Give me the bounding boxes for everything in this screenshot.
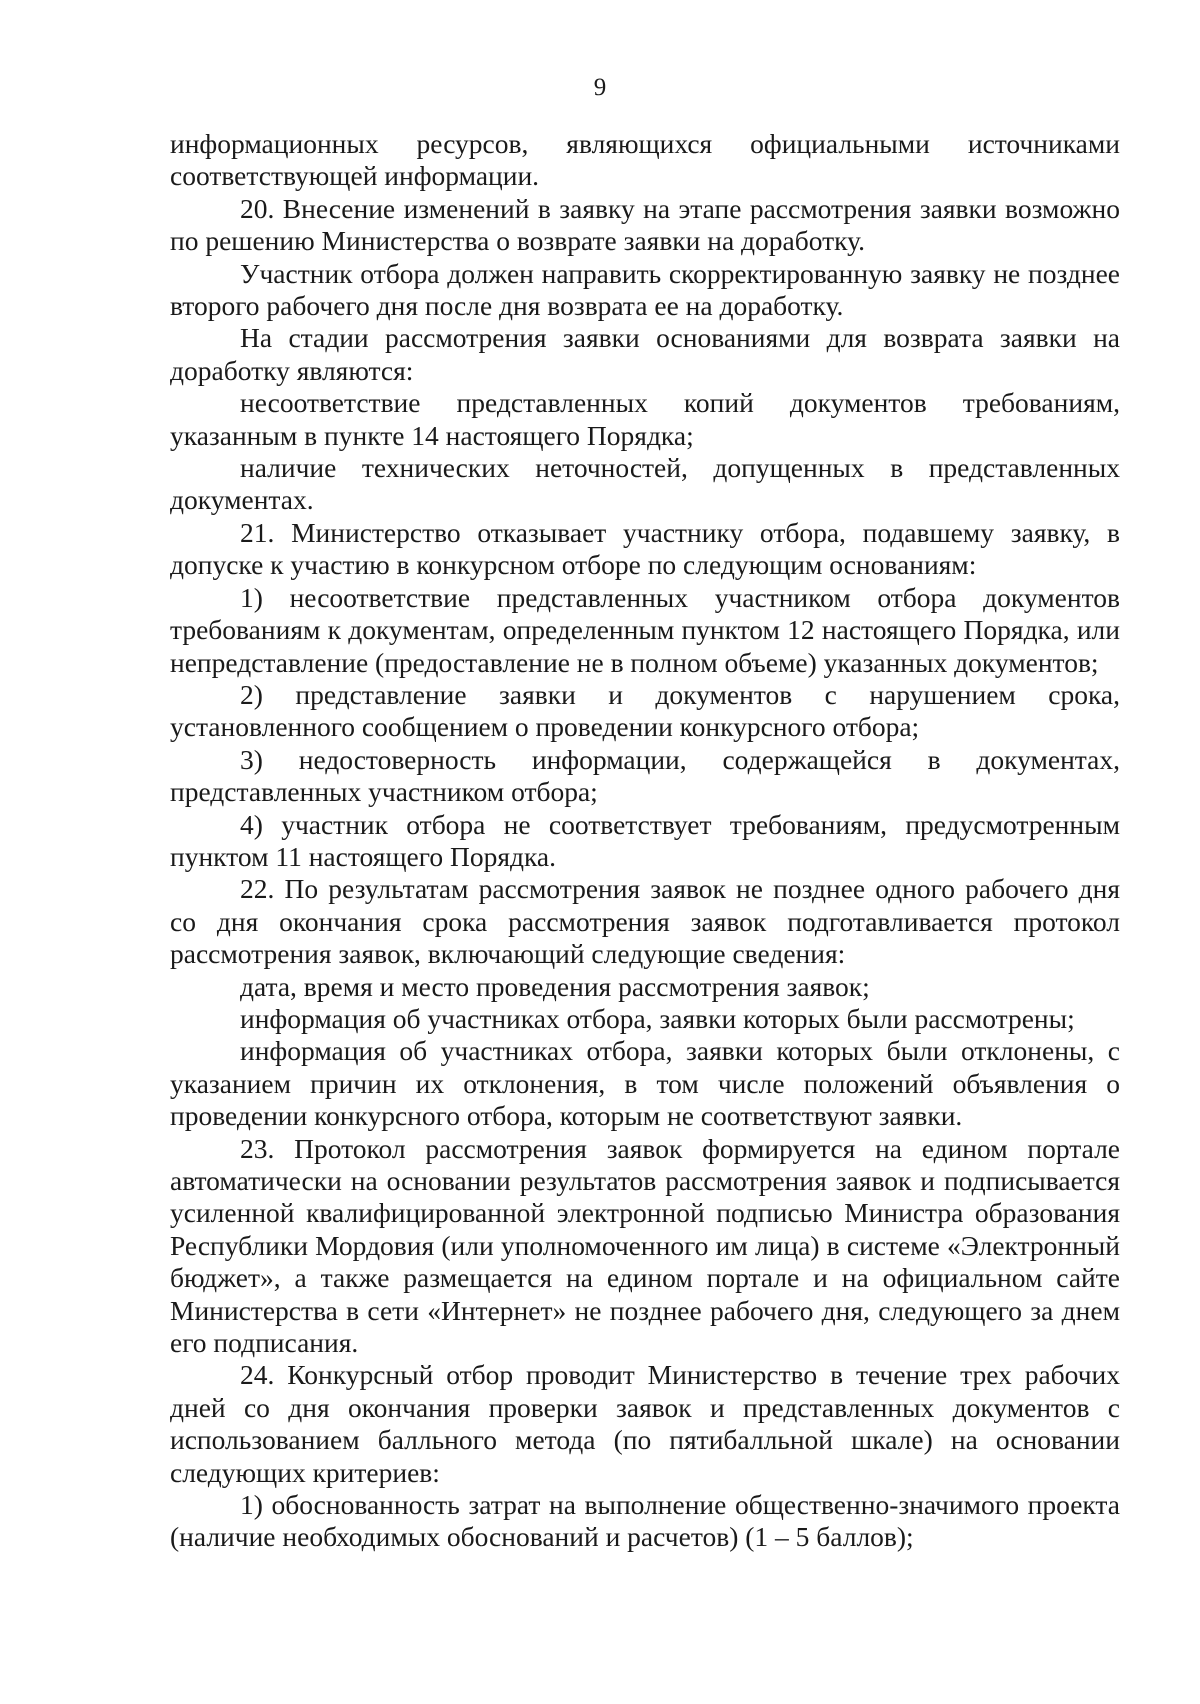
- paragraph-item-21: 21. Министерство отказывает участнику отбора, подавшему заявку, в допуске к участию в конкурсном отборе по следующим основаниям:: [170, 516, 1120, 581]
- paragraph-item-24: 24. Конкурсный отбор проводит Министерство в течение трех рабочих дней со дня окончания проверки заявок и представленных документов с использованием балльного метода (по пятибалльной шкале) на основании следующих критериев:: [170, 1359, 1120, 1488]
- document-body: [170, 128, 1120, 1554]
- paragraph-item-20: 20. Внесение изменений в заявку на этапе рассмотрения заявки возможно по решению Министерства о возврате заявки на доработку.: [170, 192, 1120, 257]
- paragraph-item-23: 23. Протокол рассмотрения заявок формируется на едином портале автоматически на основании результатов рассмотрения заявок и подписывается усиленной квалифицированной электронной подписью Министра образования Республики Мордовия (или уполномоченного им лица) в системе «Электронный бюджет», а также размещается на едином портале и на официальном сайте Министерства в сети «Интернет» не позднее рабочего дня, следующего за днем его подписания.: [170, 1132, 1120, 1359]
- paragraph: дата, время и место проведения рассмотрения заявок;: [240, 970, 870, 1002]
- paragraph: информация об участниках отбора, заявки которых были отклонены, с указанием причин их отклонения, в том числе положений объявления о проведении конкурсного отбора, которым не соответствуют заявки.: [170, 1035, 1120, 1132]
- list-item-1: 1) обоснованность затрат на выполнение общественно-значимого проекта (наличие необходимых обоснований и расчетов) (1 – 5 баллов);: [170, 1489, 1120, 1553]
- paragraph-item-22: 22. По результатам рассмотрения заявок не позднее одного рабочего дня со дня окончания срока рассмотрения заявок подготавливается протокол рассмотрения заявок, включающий следующие сведения:: [170, 873, 1120, 970]
- paragraph: наличие технических неточностей, допущенных в представленных документах.: [170, 452, 1120, 516]
- paragraph: Участник отбора должен направить скорректированную заявку не позднее второго рабочего дня после дня возврата ее на доработку.: [170, 257, 1120, 322]
- paragraph: На стадии рассмотрения заявки основаниями для возврата заявки на доработку являются:: [170, 322, 1120, 386]
- list-item-4: 4) участник отбора не соответствует требованиям, предусмотренным пунктом 11 настоящего Порядка.: [170, 808, 1120, 872]
- paragraph: информация об участниках отбора, заявки которых были рассмотрены;: [240, 1002, 1075, 1034]
- list-item-2: 2) представление заявки и документов с нарушением срока, установленного сообщением о проведении конкурсного отбора;: [170, 678, 1120, 743]
- list-item-1: 1) несоответствие представленных участником отбора документов требованиям к документам, определенным пунктом 12 настоящего Порядка, или непредставление (предоставление не в полном объеме) указанных документов;: [170, 581, 1120, 678]
- paragraph-continuation: информационных ресурсов, являющихся официальными источниками соответствующей информации.: [170, 128, 1120, 192]
- list-item-3: 3) недостоверность информации, содержащейся в документах, представленных участником отбора;: [170, 743, 1120, 808]
- page-number: 9: [593, 74, 607, 101]
- paragraph: несоответствие представленных копий документов требованиям, указанным в пункте 14 настоящего Порядка;: [170, 387, 1120, 451]
